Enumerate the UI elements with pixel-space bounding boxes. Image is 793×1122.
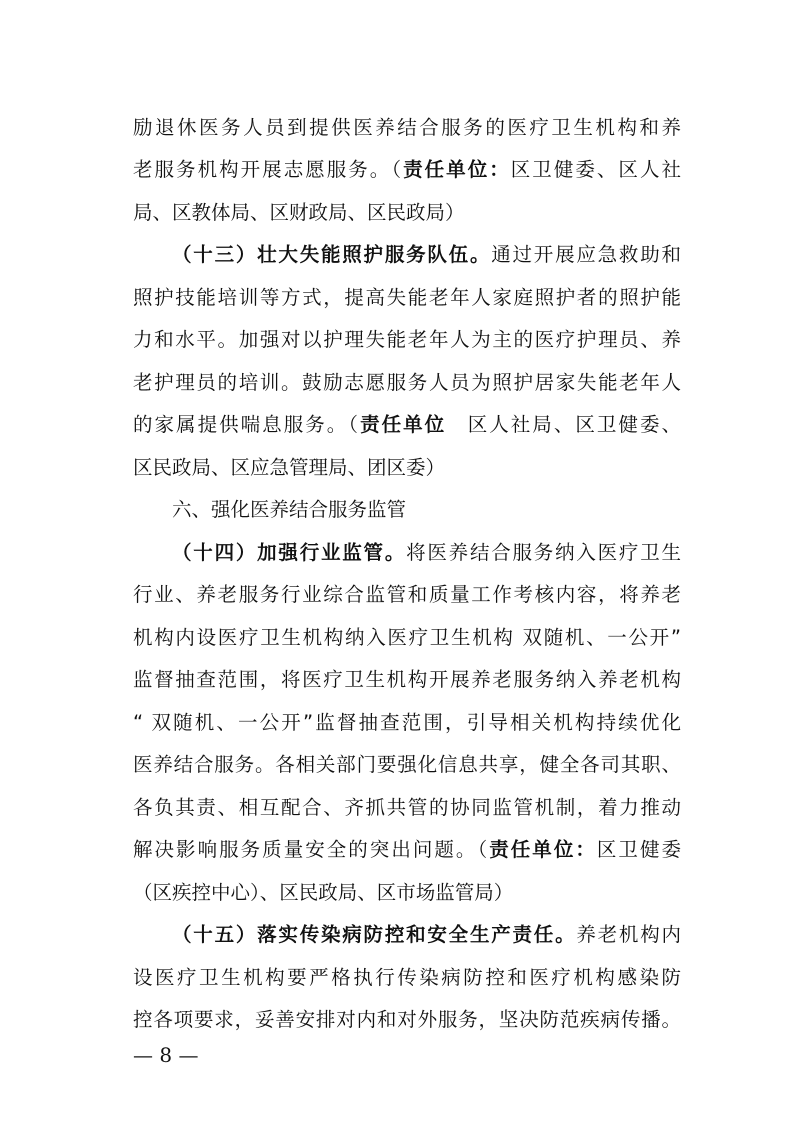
responsible-unit-label: 责任单位： xyxy=(403,158,511,181)
paragraph-line xyxy=(133,748,681,782)
paragraph-line xyxy=(172,536,681,570)
text-run: 解决影响服务质量安全的突出问题。（ xyxy=(133,838,490,861)
paragraph-line xyxy=(133,408,681,442)
paragraph-line xyxy=(133,451,681,485)
responsible-unit-label: 责任单位： xyxy=(489,838,597,861)
text-run: 局、区教体局、区财政局、区民政局） xyxy=(133,201,465,224)
text-run: 力和水平。加强对以护理失能老年人为主的医疗护理员、养 xyxy=(133,328,681,351)
text-run: 照护技能培训等方式，提高失能老年人家庭照护者的照护能 xyxy=(133,286,681,309)
text-run: 机构内设医疗卫生机构纳入医疗卫生机构 双随机、一公开” xyxy=(133,626,681,649)
page-number: — 8 — xyxy=(133,1043,199,1067)
section-heading xyxy=(172,493,681,527)
paragraph-line xyxy=(133,706,681,740)
paragraph-line xyxy=(133,281,681,315)
text-run: 区卫健委、区人社 xyxy=(510,158,681,181)
paragraph-line xyxy=(133,578,681,612)
paragraph-line xyxy=(133,621,681,655)
paragraph-line xyxy=(133,196,681,230)
text-run: 养老机构内 xyxy=(576,923,681,946)
paragraph-line xyxy=(172,238,681,272)
paragraph-line xyxy=(133,153,681,187)
paragraph-line xyxy=(133,876,681,910)
text-run: 设医疗卫生机构要严格执行传染病防控和医疗机构感染防 xyxy=(133,966,681,989)
paragraph-line xyxy=(133,323,681,357)
text-run: 监督抽查范围，将医疗卫生机构开展养老服务纳入养老机构 xyxy=(133,668,681,691)
text-run: 区民政局、区应急管理局、团区委） xyxy=(133,456,446,479)
text-run: 老护理员的培训。鼓励志愿服务人员为照护居家失能老年人 xyxy=(133,371,681,394)
paragraph-line xyxy=(172,918,681,952)
paragraph-line xyxy=(133,663,681,697)
text-run: 通过开展应急救助和 xyxy=(491,243,681,266)
text-run: 励退休医务人员到提供医养结合服务的医疗卫生机构和养 xyxy=(133,116,681,139)
text-run: 将医养结合服务纳入医疗卫生 xyxy=(406,541,681,564)
item-heading: （十五）落实传染病防控和安全生产责任。 xyxy=(172,923,577,946)
paragraph-line xyxy=(133,833,681,867)
text-run: 行业、养老服务行业综合监管和质量工作考核内容，将养老 xyxy=(133,583,681,606)
text-run: 各负其责、相互配合、齐抓共管的协同监管机制，着力推动 xyxy=(133,796,681,819)
responsible-unit-label: 责任单位 xyxy=(360,413,447,436)
text-run: 老服务机构开展志愿服务。（ xyxy=(133,158,404,181)
paragraph-line xyxy=(133,961,681,995)
paragraph-line xyxy=(133,1003,681,1037)
item-heading: （十四）加强行业监管。 xyxy=(172,541,407,564)
text-run: 医养结合服务。各相关部门要强化信息共享，健全各司其职、 xyxy=(133,753,681,776)
text-run: 控各项要求，妥善安排对内和对外服务，坚决防范疾病传播。 xyxy=(133,1008,681,1031)
text-run: 区卫健委 xyxy=(596,838,681,861)
text-run: 区人社局、区卫健委、 xyxy=(446,413,681,436)
section-heading-text: 六、强化医养结合服务监管 xyxy=(172,498,407,521)
paragraph-line xyxy=(133,111,681,145)
text-run: （区疾控中心）、区民政局、区市场监管局） xyxy=(133,881,514,904)
item-heading: （十三）壮大失能照护服务队伍。 xyxy=(172,243,492,266)
text-run: “ 双随机、一公开”监督抽查范围，引导相关机构持续优化 xyxy=(133,711,681,734)
paragraph-line xyxy=(133,366,681,400)
paragraph-line xyxy=(133,791,681,825)
text-run: 的家属提供喘息服务。（ xyxy=(133,413,361,436)
